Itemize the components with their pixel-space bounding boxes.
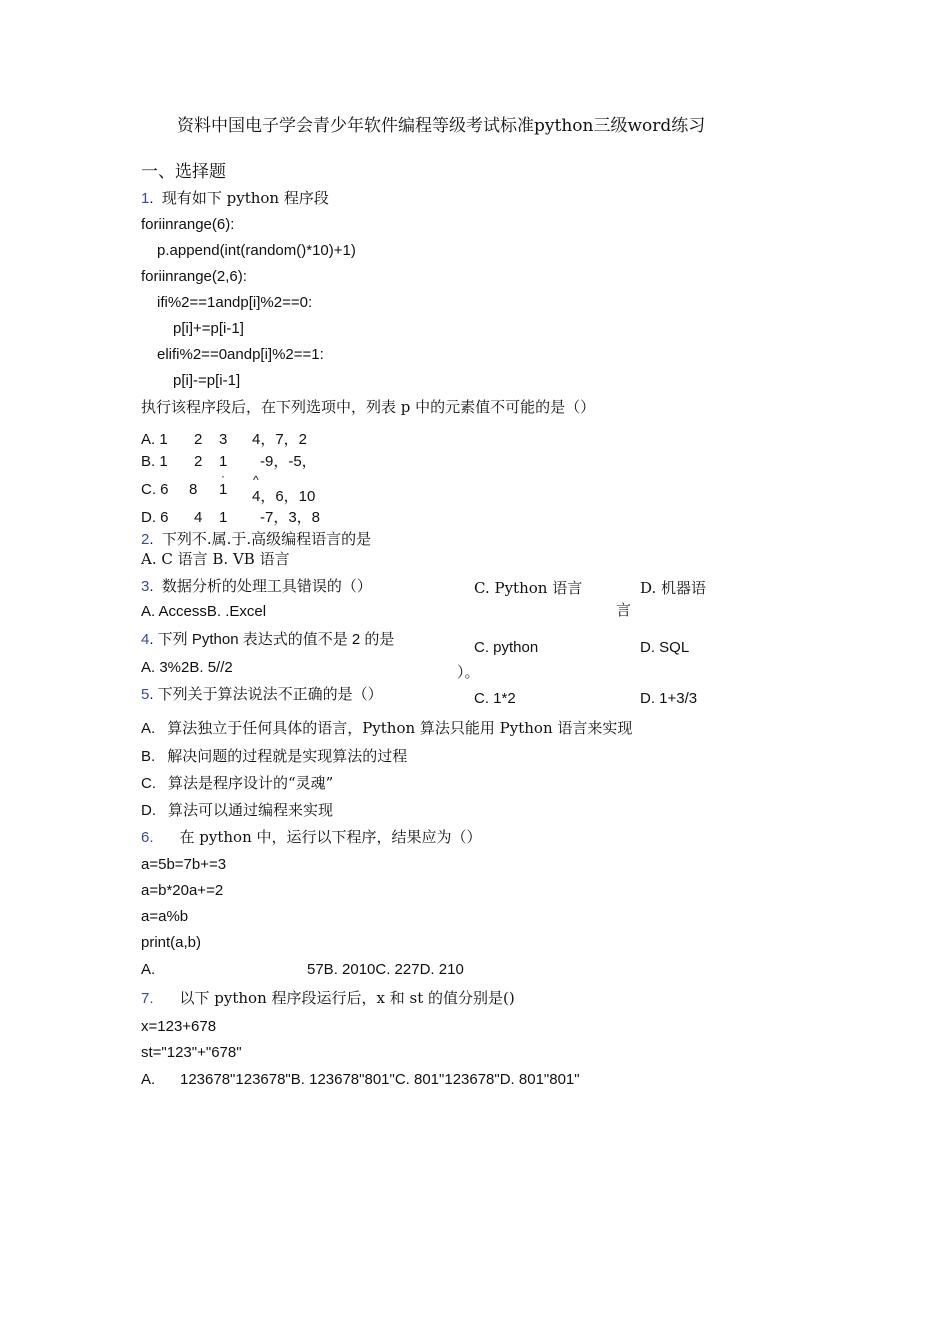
code-line: print(a,b) — [141, 934, 202, 951]
option-b-values: -9，-5， — [260, 453, 317, 470]
option-d-value: 1 — [219, 509, 228, 526]
question-text: . 下列 Python 表达式的值不是 2 的是 — [149, 631, 395, 648]
option-c-label: C. 6 — [141, 481, 169, 498]
question-number: 1 — [141, 190, 150, 207]
question-6-option-label: A. — [141, 961, 156, 978]
question-3-title — [141, 576, 372, 597]
option-a-label: A. 1 — [141, 431, 168, 448]
option-text: 解决问题的过程就是实现算法的过程 — [167, 747, 408, 765]
option-c-value: 1 — [219, 481, 228, 498]
code-line: st="123"+"678" — [141, 1044, 242, 1061]
question-4-option-d: D. 1+3/3 — [640, 690, 698, 707]
code-line: ifi%2==1andp[i]%2==0: — [157, 294, 313, 311]
option-d-values: -7，3，8 — [260, 509, 321, 526]
document-title: 资料中国电子学会青少年软件编程等级考试标准python三级word练习 — [177, 116, 706, 136]
question-3-stray-text: ）。 — [457, 663, 480, 681]
code-line: a=5b=7b+=3 — [141, 856, 227, 873]
question-number: 4 — [141, 631, 150, 648]
question-5-option-d — [141, 800, 333, 821]
question-2-option-d-wrap: 言 — [616, 601, 632, 619]
question-4-title — [141, 630, 394, 650]
question-4-option-c: C. 1*2 — [474, 690, 516, 707]
question-number: 5 — [141, 686, 150, 703]
question-3-option-d: D. SQL — [640, 639, 690, 656]
code-line: x=123+678 — [141, 1018, 217, 1035]
option-b-fragment: · — [221, 469, 225, 483]
question-7-title — [141, 988, 515, 1009]
question-5-option-c — [141, 773, 333, 794]
code-line: foriinrange(6): — [141, 216, 235, 233]
question-text: 下列不.属.于.高级编程语言的是 — [161, 530, 372, 548]
question-text: . 下列关于算法说法不正确的是（） — [149, 686, 383, 703]
option-d-value: 4 — [194, 509, 203, 526]
question-3-option-c: C. python — [474, 639, 539, 656]
option-text: 算法是程序设计的“灵魂” — [168, 774, 334, 792]
option-a-values: 4，7，2 — [252, 431, 308, 448]
option-label: A. — [141, 720, 156, 737]
code-line: foriinrange(2,6): — [141, 268, 247, 285]
question-7-option-label: A. — [141, 1071, 156, 1088]
option-label: D. — [141, 802, 156, 819]
question-number-separator: . — [149, 190, 154, 207]
code-line: p.append(int(random()*10)+1) — [157, 242, 356, 259]
question-5-option-a — [141, 718, 632, 739]
option-label: C. — [141, 775, 156, 792]
option-b-value: 2 — [194, 453, 203, 470]
question-number: 6. — [141, 829, 154, 846]
question-6-title — [141, 827, 482, 848]
code-line: p[i]-=p[i-1] — [173, 372, 241, 389]
option-a-value: 3 — [219, 431, 228, 448]
question-3-options-ab: A. AccessB. .Excel — [141, 603, 267, 620]
question-4-options-ab: A. 3%2B. 5//2 — [141, 659, 233, 676]
code-line: a=a%b — [141, 908, 189, 925]
question-7-options: 123678"123678"B. 123678"801"C. 801"123678"D. 801"801" — [180, 1071, 580, 1088]
question-number-separator: . — [149, 578, 154, 595]
option-text: 算法可以通过编程来实现 — [168, 801, 334, 819]
option-c-values: 4，6，10 — [252, 488, 316, 505]
question-2-option-d: D. 机器语 — [640, 579, 707, 597]
question-text: 在 python 中，运行以下程序，结果应为（） — [179, 828, 482, 846]
question-number: 7. — [141, 990, 154, 1007]
question-text: 现有如下 python 程序段 — [161, 189, 329, 207]
question-2-title — [141, 529, 371, 550]
question-stem: 执行该程序段后，在下列选项中，列表 p 中的元素值不可能的是（） — [141, 398, 596, 416]
question-2-option-c: C. Python 语言 — [474, 579, 583, 597]
code-line: elifi%2==0andp[i]%2==1: — [157, 346, 324, 363]
code-line: p[i]+=p[i-1] — [173, 320, 244, 337]
question-2-options-ab: A. C 语言 B. VB 语言 — [141, 550, 290, 568]
question-text: 数据分析的处理工具错误的（） — [161, 577, 372, 595]
option-a-value: 2 — [194, 431, 203, 448]
question-5-title — [141, 685, 383, 705]
option-b-fragment: ^ — [253, 473, 259, 487]
section-heading: 一、选择题 — [141, 162, 226, 182]
option-text: 算法独立于任何具体的语言，Python 算法只能用 Python 语言来实现 — [167, 719, 633, 737]
question-number: 3 — [141, 578, 150, 595]
question-number-separator: . — [149, 531, 154, 548]
option-c-value: 8 — [189, 481, 198, 498]
question-text: 以下 python 程序段运行后，x 和 st 的值分别是() — [179, 989, 515, 1007]
question-5-option-b — [141, 746, 407, 767]
question-1-title — [141, 188, 329, 209]
option-label: B. — [141, 748, 156, 765]
option-d-label: D. 6 — [141, 509, 169, 526]
option-b-label: B. 1 — [141, 453, 168, 470]
question-number: 2 — [141, 531, 150, 548]
code-line: a=b*20a+=2 — [141, 882, 224, 899]
option-b-value: 1 — [219, 453, 228, 470]
question-6-options: 57B. 2010C. 227D. 210 — [307, 961, 464, 978]
